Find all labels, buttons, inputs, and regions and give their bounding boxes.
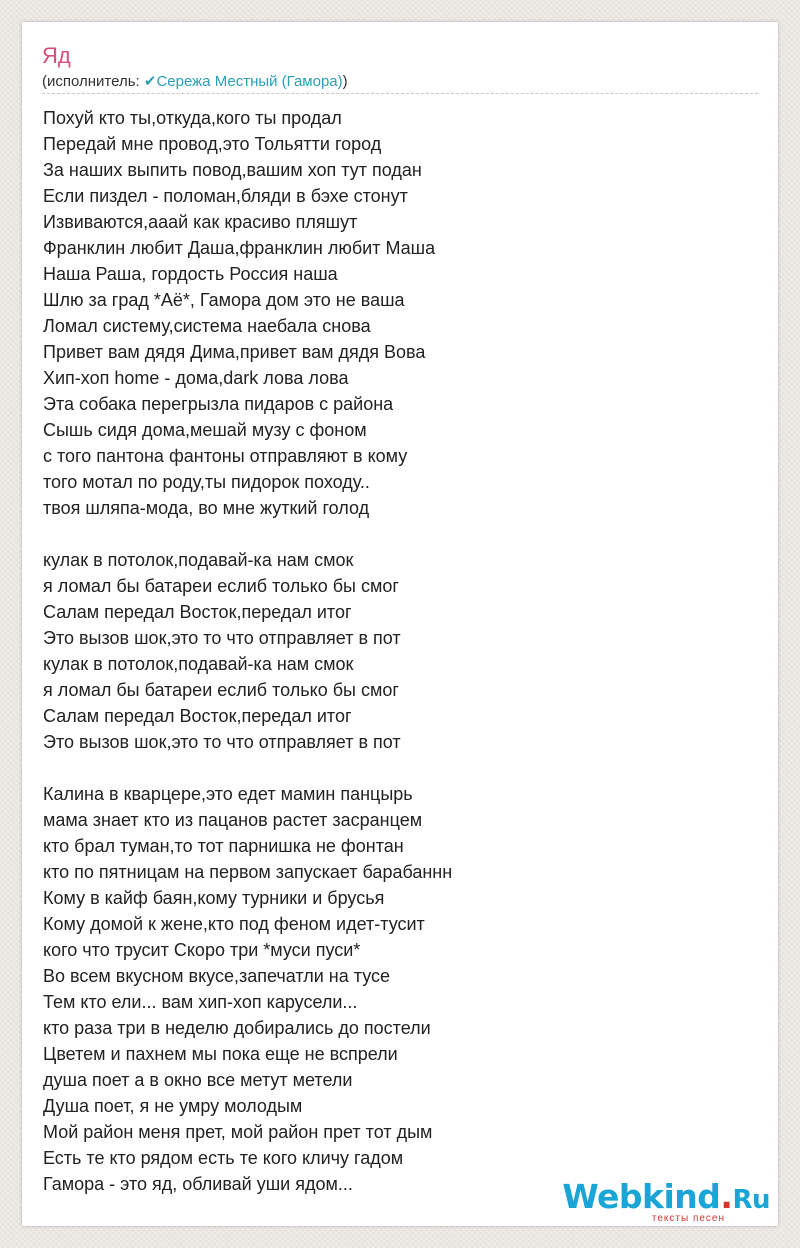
lyrics-page [22,22,778,1226]
artist-name: Сережа Местный (Гамора) [156,73,343,90]
lyric-line: Сышь сидя дома,мешай музу с фоном [43,420,367,440]
lyric-line: кулак в потолок,подавай-ка нам смок [43,550,354,570]
logo-tagline: тексты песен [651,1213,725,1224]
song-title: Яд [42,43,71,68]
title-divider [42,93,758,94]
lyric-line: Шлю за град *Аё*, Гамора дом это не ваша [43,290,405,310]
artist-line [42,73,348,91]
lyric-line: Душа поет, я не умру молодым [43,1096,303,1116]
lyric-line: кого что трусит Скоро три *муси пуси* [43,940,361,960]
lyric-line: Во всем вкусном вкусе,запечатли на тусе [43,966,391,986]
lyric-line: Есть те кто рядом есть те кого кличу гадом [43,1148,404,1168]
lyric-line: Это вызов шок,это то что отправляет в пот [43,732,401,752]
lyric-line: Кому в кайф баян,кому турники и брусья [43,888,385,908]
lyric-line: душа поет а в окно все метут метели [43,1070,353,1090]
verified-check-icon: ✔ [143,73,157,90]
artist-link[interactable] [144,73,343,90]
lyric-line: Салам передал Восток,передал итог [43,706,352,726]
lyric-line: Мой район меня прет, мой район прет тот дым [43,1122,433,1142]
lyric-line: кто по пятницам на первом запускает барабаннн [43,862,453,882]
lyrics-stanza [43,781,743,1197]
lyric-line: Гамора - это яд, обливай уши ядом... [43,1174,353,1194]
lyrics-body [43,105,743,1197]
lyric-line: Ломал систему,система наебала снова [43,316,371,336]
lyric-line: Салам передал Восток,передал итог [43,602,352,622]
lyric-line: твоя шляпа-мода, во мне жуткий голод [43,498,370,518]
lyric-line: Цветем и пахнем мы пока еще не вспрели [43,1044,398,1064]
lyrics-stanza [43,105,743,521]
lyric-line: Похуй кто ты,откуда,кого ты продал [43,108,342,128]
artist-prefix: (исполнитель: [42,73,144,90]
lyric-line: я ломал бы батареи еслиб только бы смог [43,680,399,700]
logo-ru-text: Ru [732,1185,770,1215]
lyric-line: Если пиздел - поломан,бляди в бэхе стонут [43,186,408,206]
lyric-line: я ломал бы батареи еслиб только бы смог [43,576,399,596]
lyric-line: За наших выпить повод,вашим хоп тут подан [43,160,422,180]
lyric-line: Извиваются,ааай как красиво пляшут [43,212,358,232]
lyric-line: Привет вам дядя Дима,привет вам дядя Вова [43,342,426,362]
logo-dot-text: . [720,1177,733,1216]
lyric-line: мама знает кто из пацанов растет засранцем [43,810,423,830]
lyric-line: Передай мне провод,это Тольятти город [43,134,382,154]
logo-kind-text: kind [642,1177,721,1216]
lyric-line: того мотал по роду,ты пидорок походу.. [43,472,370,492]
lyric-line: Эта собака перегрызла пидаров с района [43,394,394,414]
lyric-line: Кому домой к жене,кто под феном идет-тусит [43,914,425,934]
lyric-line: Калина в кварцере,это едет мамин панцырь [43,784,413,804]
webkind-logo [562,1177,770,1224]
lyric-line: Наша Раша, гордость Россия наша [43,264,338,284]
lyric-line: Франклин любит Даша,франклин любит Маша [43,238,436,258]
lyric-line: кто брал туман,то тот парнишка не фонтан [43,836,404,856]
lyric-line: кулак в потолок,подавай-ка нам смок [43,654,354,674]
lyric-line: кто раза три в неделю добирались до постели [43,1018,431,1038]
lyric-line: Хип-хоп home - дома,dark лова лова [43,368,349,388]
lyric-line: Это вызов шок,это то что отправляет в пот [43,628,401,648]
lyrics-stanza [43,547,743,755]
artist-suffix: ) [342,73,348,90]
lyric-line: Тем кто ели... вам хип-хоп карусели... [43,992,358,1012]
logo-web-text: Web [562,1177,643,1216]
lyric-line: с того пантона фантоны отправляют в кому [43,446,408,466]
